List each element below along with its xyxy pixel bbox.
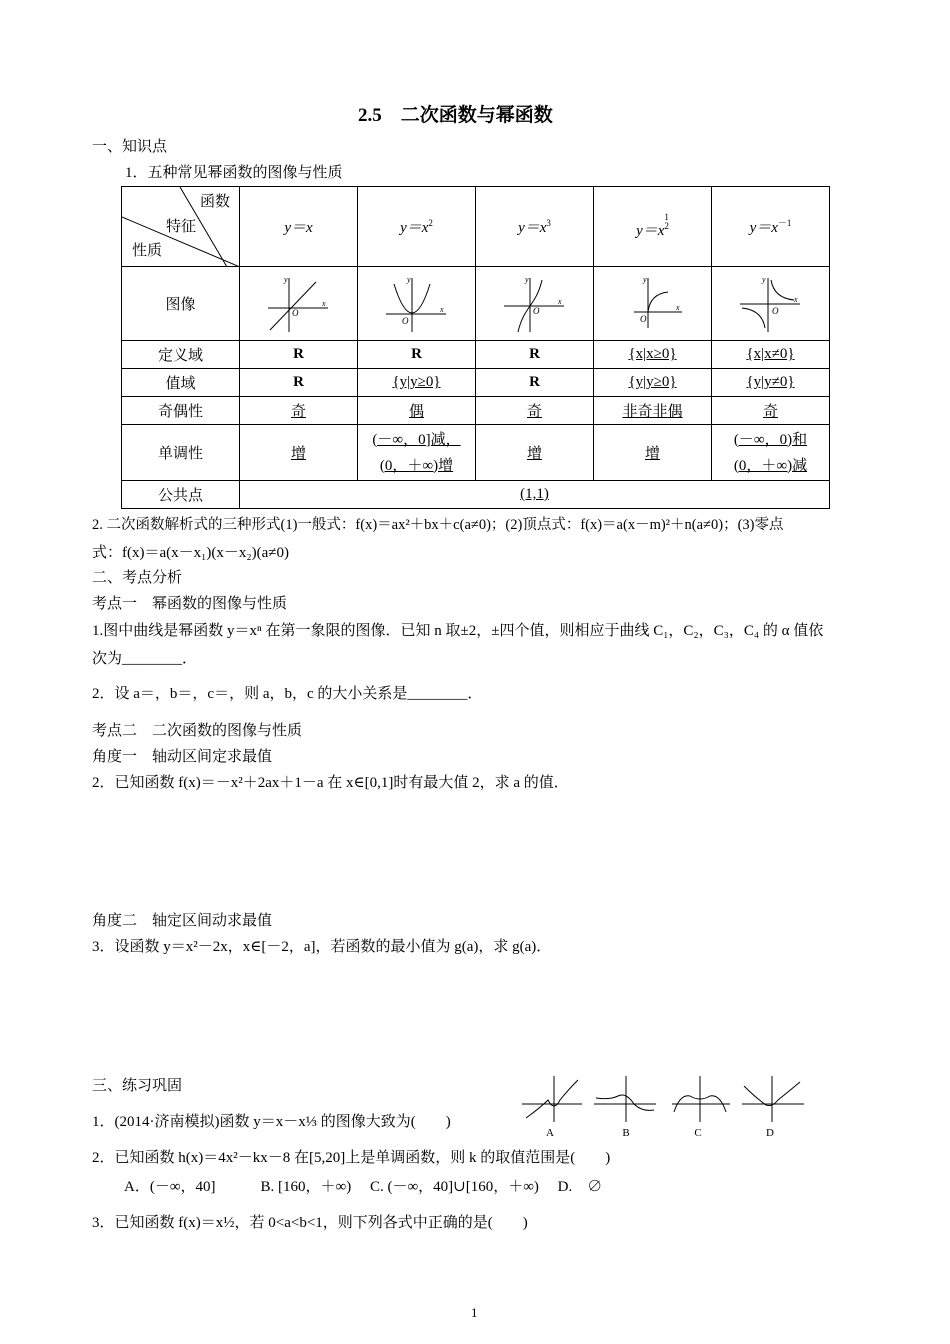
- svg-text:O: O: [291, 307, 298, 318]
- practice-1-options-figure: [520, 1072, 820, 1142]
- mono-5-line2: (0，＋∞)减: [733, 457, 808, 474]
- option-d-graph: [742, 1076, 804, 1139]
- graph-linear: [240, 267, 358, 341]
- graph-sqrt: [594, 267, 712, 341]
- question-3: 2．已知函数 f(x)＝－x²＋2ax＋1－a 在 x∈[0,1]时有最大值 2，求 a 的值．: [92, 775, 569, 791]
- domain-3: R: [476, 341, 594, 369]
- svg-text:y: y: [524, 274, 529, 284]
- svg-text:y: y: [406, 274, 411, 284]
- angle-2: 角度二 轴定区间动求最值: [92, 913, 273, 929]
- mono-1: 增: [240, 425, 358, 481]
- func-y-xhalf: y＝x1 2: [594, 187, 712, 267]
- range-3: R: [476, 369, 594, 397]
- graph-inverse: [712, 267, 830, 341]
- section-analysis: 二、考点分析: [92, 570, 183, 586]
- section-practice: 三、练习巩固: [92, 1078, 183, 1094]
- practice-1: 1．(2014·济南模拟)函数 y＝x－x⅓ 的图像大致为( ): [92, 1114, 451, 1130]
- power-function-table: [121, 186, 830, 509]
- option-a-label: A: [546, 1127, 554, 1139]
- func-y-x2: $y=x^2$: [358, 187, 476, 267]
- row-domain-label: 定义域: [122, 341, 240, 369]
- mono-3: 增: [476, 425, 594, 481]
- domain-1: R: [240, 341, 358, 369]
- domain-2: R: [358, 341, 476, 369]
- svg-text:x: x: [793, 294, 798, 304]
- svg-text:x: x: [557, 296, 562, 306]
- parity-1: 奇: [240, 397, 358, 425]
- common-point: (1,1): [240, 481, 830, 509]
- question-1: 1.图中曲线是幂函数 y＝xⁿ 在第一象限的图像．已知 n 取±2，±四个值，则相应于曲线 C₁，C₂，C₃，C₄ 的 α 值依: [92, 623, 824, 639]
- range-2: {y|y≥0}: [358, 369, 476, 397]
- option-a-graph: [522, 1076, 582, 1139]
- question-1-cont: 次为________．: [92, 651, 198, 667]
- row-range-label: 值域: [122, 369, 240, 397]
- page-number: 1: [471, 1305, 478, 1320]
- graph-cube: [476, 267, 594, 341]
- header-feature-label: 特征: [166, 219, 197, 235]
- header-diagonal-cell: [122, 187, 240, 267]
- graph-inverse-plot: [736, 272, 806, 336]
- page-title: 2.5 二次函数与幂函数: [358, 105, 553, 126]
- svg-text:y: y: [642, 274, 647, 284]
- svg-text:x: x: [439, 304, 444, 314]
- mono-5-line1: (－∞，0)和: [733, 431, 808, 448]
- func-y-x3: $y=x^3$: [476, 187, 594, 267]
- range-5: {y|y≠0}: [712, 369, 830, 397]
- graph-linear-plot: [264, 272, 334, 336]
- section-knowledge: 一、知识点: [92, 139, 168, 155]
- graph-cube-plot: [500, 272, 570, 336]
- svg-text:O: O: [532, 305, 539, 316]
- option-b-label: B: [622, 1127, 630, 1139]
- domain-5: {x|x≠0}: [712, 341, 830, 369]
- range-1: R: [240, 369, 358, 397]
- func-y-x: y＝x: [240, 187, 358, 267]
- option-b-graph: [594, 1076, 656, 1139]
- item-power-functions: 1．五种常见幂函数的图像与性质: [125, 165, 343, 181]
- parity-3: 奇: [476, 397, 594, 425]
- keypoint-2: 考点二 二次函数的图像与性质: [92, 723, 303, 739]
- row-graph-label: 图像: [122, 267, 240, 341]
- func-y-xinv: $y=x^{-1}$: [712, 187, 830, 267]
- mono-4: 增: [594, 425, 712, 481]
- svg-text:x: x: [675, 302, 680, 312]
- header-prop-label: 性质: [132, 243, 163, 259]
- svg-text:O: O: [401, 315, 408, 326]
- option-c-graph: [672, 1076, 730, 1139]
- parity-5: 奇: [712, 397, 830, 425]
- svg-text:O: O: [639, 313, 646, 324]
- domain-4: {x|x≥0}: [594, 341, 712, 369]
- angle-1: 角度一 轴动区间定求最值: [92, 749, 273, 765]
- parity-4: 非奇非偶: [594, 397, 712, 425]
- item-quadratic-forms-cont: 式：f(x)＝a(x－x₁)(x－x₂)(a≠0): [92, 545, 289, 561]
- practice-2: 2．已知函数 h(x)＝4x²－kx－8 在[5,20]上是单调函数，则 k 的取值范围是( ): [92, 1150, 611, 1166]
- row-common-label: 公共点: [122, 481, 240, 509]
- graph-square-plot: [382, 272, 452, 336]
- graph-square: [358, 267, 476, 341]
- option-d-label: D: [766, 1127, 774, 1139]
- practice-2-options: A．(－∞，40] B. [160，＋∞) C. (－∞，40]∪[160，＋∞) D. ∅: [124, 1179, 603, 1195]
- row-parity-label: 奇偶性: [122, 397, 240, 425]
- svg-text:O: O: [771, 305, 778, 316]
- mono-2-line2: (0，＋∞)增: [379, 457, 454, 474]
- practice-3: 3．已知函数 f(x)＝x½，若 0<a<b<1，则下列各式中正确的是( ): [92, 1215, 528, 1231]
- graph-sqrt-plot: [618, 272, 688, 336]
- row-mono-label: 单调性: [122, 425, 240, 481]
- svg-text:x: x: [321, 298, 326, 308]
- mono-5: [712, 425, 830, 481]
- keypoint-1: 考点一 幂函数的图像与性质: [92, 596, 288, 612]
- svg-text:y: y: [761, 274, 766, 284]
- svg-text:y: y: [283, 274, 288, 284]
- question-4: 3．设函数 y＝x²－2x，x∈[－2，a]，若函数的最小值为 g(a)，求 g(a)．: [92, 939, 552, 955]
- range-4: {y|y≥0}: [594, 369, 712, 397]
- question-2: 2．设 a＝，b＝，c＝，则 a，b，c 的大小关系是________．: [92, 686, 483, 702]
- header-func-label: 函数: [200, 194, 231, 210]
- option-c-label: C: [694, 1127, 702, 1139]
- parity-2: 偶: [358, 397, 476, 425]
- mono-2: [358, 425, 476, 481]
- item-quadratic-forms: 2. 二次函数解析式的三种形式(1)一般式：f(x)＝ax²＋bx＋c(a≠0)；(2)顶点式：f(x)＝a(x－m)²＋n(a≠0)；(3)零点: [92, 517, 784, 533]
- mono-2-line1: (－∞，0]减，: [372, 431, 461, 448]
